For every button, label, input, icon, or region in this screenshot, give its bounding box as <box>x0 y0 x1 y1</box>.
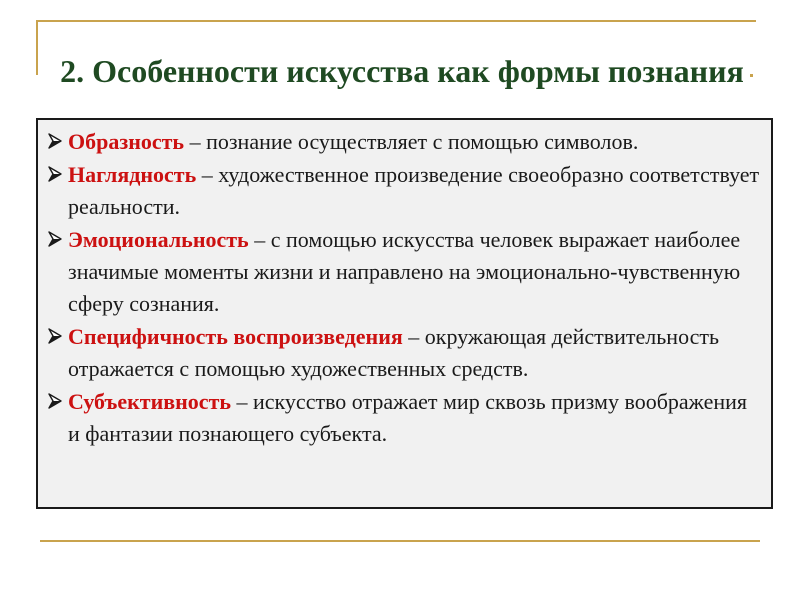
bullet-list <box>46 126 761 450</box>
bullet-item <box>46 386 761 450</box>
bullet-term: Образность <box>68 129 185 154</box>
decorative-left-bar <box>36 20 38 75</box>
slide-title: 2. Особенности искусства как формы познания <box>60 53 744 90</box>
bullet-term: Субъективность <box>68 389 232 414</box>
bullet-term: Наглядность <box>68 162 197 187</box>
decorative-corner-dot <box>750 74 753 77</box>
bullet-item <box>46 159 761 223</box>
bullet-text: – художественное произведение своеобразно соответствует реальности. <box>68 162 760 219</box>
arrowhead-bullet-icon <box>46 392 64 410</box>
bullet-term: Специфичность воспроизведения <box>68 324 403 349</box>
bullet-text: – с помощью искусства человек выражает наиболее значимые моменты жизни и направлено на эмоционально-чувственную сферу сознания. <box>68 227 741 316</box>
bullet-text: – познание осуществляет с помощью символов. <box>184 129 639 154</box>
bullet-text: – искусство отражает мир сквозь призму воображения и фантазии познающего субъекта. <box>68 389 748 446</box>
bullet-item <box>46 224 761 320</box>
arrowhead-bullet-icon <box>46 165 64 183</box>
decorative-bottom-line <box>40 540 760 542</box>
arrowhead-bullet-icon <box>46 327 64 345</box>
arrowhead-bullet-icon <box>46 132 64 150</box>
bullet-item <box>46 321 761 385</box>
bullet-term: Эмоциональность <box>68 227 249 252</box>
decorative-top-line <box>36 20 756 22</box>
content-box <box>36 118 773 509</box>
arrowhead-bullet-icon <box>46 230 64 248</box>
bullet-item <box>46 126 761 158</box>
bullet-text: – окружающая действительность отражается с помощью художественных средств. <box>68 324 720 381</box>
